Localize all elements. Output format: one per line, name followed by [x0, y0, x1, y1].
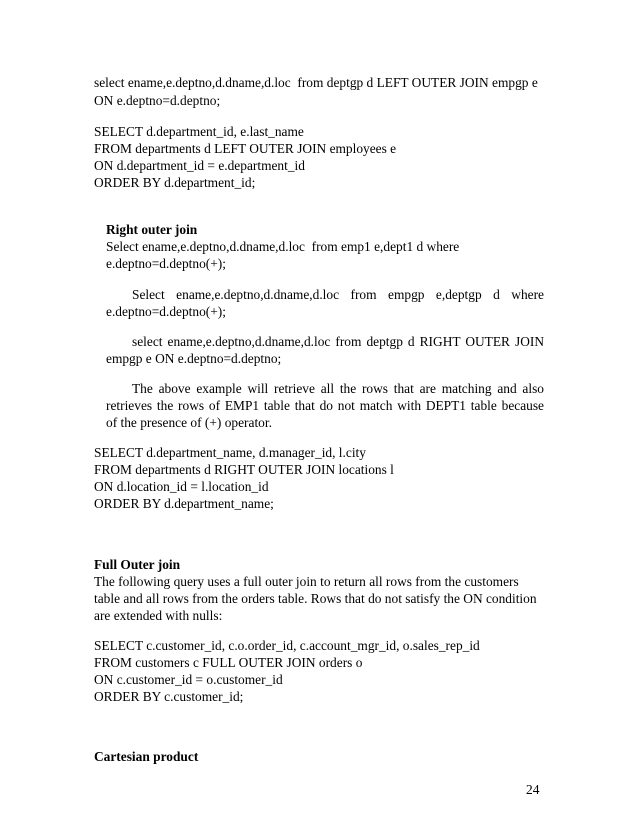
sql-line: Select ename,e.deptno,d.dname,d.loc from empgp e,deptgp d where	[132, 287, 544, 302]
sql-line: empgp e ON e.deptno=d.deptno;	[106, 351, 282, 366]
sql-line: ORDER BY c.customer_id;	[94, 689, 244, 704]
sql-line: e.deptno=d.deptno(+);	[106, 304, 226, 319]
sql-line: SELECT d.department_name, d.manager_id, l.city	[94, 445, 366, 460]
sql-line: SELECT d.department_id, e.last_name	[94, 124, 304, 139]
page-number: 24	[526, 782, 540, 797]
sql-line: e.deptno=d.deptno(+);	[106, 256, 226, 271]
sql-line: FROM customers c FULL OUTER JOIN orders o	[94, 655, 363, 670]
paragraph-line: retrieves the rows of EMP1 table that do not match with DEPT1 table because	[106, 398, 544, 413]
section-heading-right-outer-join: Right outer join	[106, 222, 198, 237]
sql-line: Select ename,e.deptno,d.dname,d.loc from emp1 e,dept1 d where	[106, 239, 460, 254]
sql-line: ON c.customer_id = o.customer_id	[94, 672, 283, 687]
sql-line: FROM departments d LEFT OUTER JOIN employees e	[94, 141, 397, 156]
sql-line: FROM departments d RIGHT OUTER JOIN locations l	[94, 462, 394, 477]
sql-line: ORDER BY d.department_name;	[94, 496, 274, 511]
section-heading-full-outer-join: Full Outer join	[94, 557, 181, 572]
paragraph-line: The following query uses a full outer join to return all rows from the customers	[94, 574, 519, 589]
sql-line: ON d.department_id = e.department_id	[94, 158, 305, 173]
sql-line: ON d.location_id = l.location_id	[94, 479, 269, 494]
paragraph-line: The above example will retrieve all the rows that are matching and also	[132, 381, 544, 396]
sql-line: select ename,e.deptno,d.dname,d.loc from deptgp d RIGHT OUTER JOIN	[132, 334, 544, 349]
paragraph-line: of the presence of (+) operator.	[106, 415, 272, 430]
sql-line: ON e.deptno=d.deptno;	[94, 93, 221, 108]
paragraph-line: table and all rows from the orders table. Rows that do not satisfy the ON condition	[94, 591, 537, 606]
sql-line: ORDER BY d.department_id;	[94, 175, 256, 190]
section-heading-cartesian-product: Cartesian product	[94, 749, 199, 764]
sql-line: select ename,e.deptno,d.dname,d.loc from deptgp d LEFT OUTER JOIN empgp e	[94, 75, 538, 90]
paragraph-line: are extended with nulls:	[94, 608, 223, 623]
sql-line: SELECT c.customer_id, c.o.order_id, c.account_mgr_id, o.sales_rep_id	[94, 638, 480, 653]
